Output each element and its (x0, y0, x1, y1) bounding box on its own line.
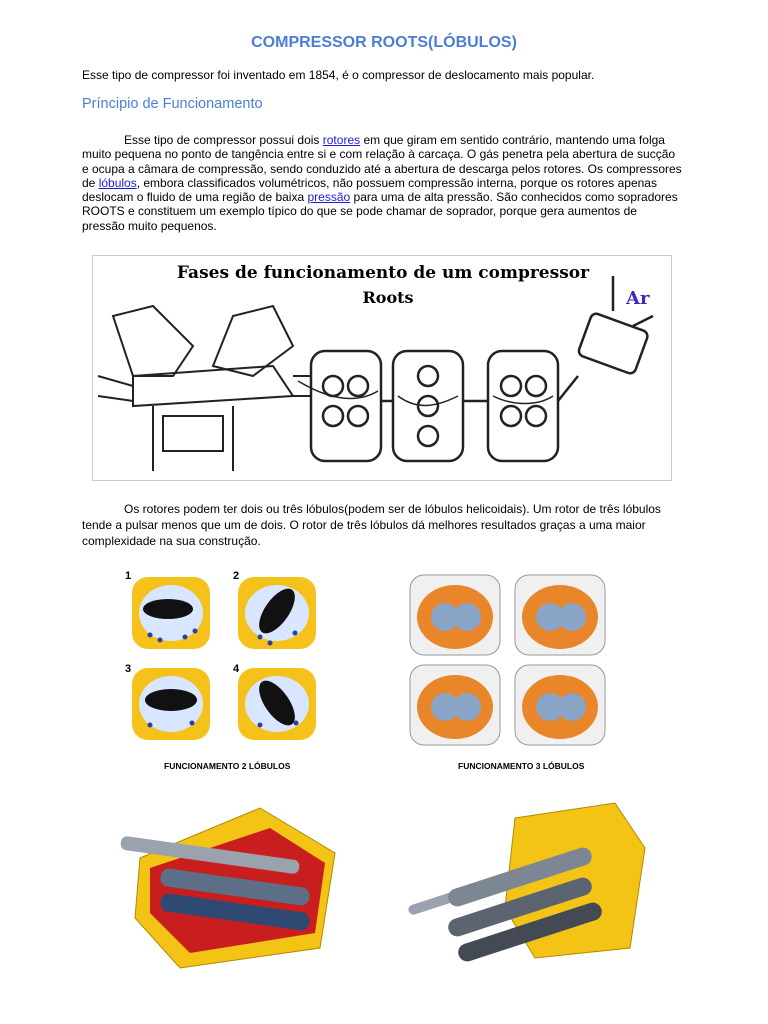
link-lobulos[interactable]: lóbulos (98, 175, 137, 190)
air-label: Ar (626, 288, 650, 309)
step-3-label: 3 (125, 663, 132, 675)
step-4-label: 4 (233, 663, 240, 675)
step-1-label: 1 (125, 570, 132, 582)
section-heading: Príncipio de Funcionamento (82, 96, 263, 112)
phases-diagram-svg (93, 256, 671, 480)
three-lobes-svg (405, 572, 620, 752)
intro-text: Esse tipo de compressor foi inventado em 1854, é o compressor de deslocamento mais popular. (82, 68, 595, 82)
paragraph-principle: Esse tipo de compressor possui dois rotores em que giram em sentido contrário, mantendo uma folga muito pequena no ponto de tangência entre si e com relação à carcaça. O gás penetra pela abertura de sucção e ocupa a câmara de compressão, sendo conduzido até a abertura de descarga pelos rotores. Os compressores de lóbulos, embora classificados volumétricos, não possuem compressão interna, porque os rotores apenas deslocam o fluido de uma região de baixa pressão para uma de alta pressão. São conhecidos como sopradores ROOTS e constituem um exemplo típico do que se pode chamar de soprador, porque gera aumentos de pressão muito pequenos. (82, 133, 682, 233)
figure-three-lobes (405, 572, 620, 752)
rotors-svg (405, 798, 650, 963)
caption-three-lobes: FUNCIONAMENTO 3 LÓBULOS (458, 761, 585, 771)
caption-two-lobes: FUNCIONAMENTO 2 LÓBULOS (164, 761, 291, 771)
figure1-title-line2: Roots (362, 288, 414, 307)
cutaway-svg (120, 798, 345, 973)
figure-two-lobes (120, 565, 330, 750)
step-2-label: 2 (233, 570, 240, 582)
figure1-title-line1: Fases de funcionamento de um compressor (176, 263, 590, 283)
compressor-rotors-image (405, 798, 650, 963)
page-title: COMPRESSOR ROOTS(LÓBULOS) (251, 34, 517, 51)
two-lobes-svg (120, 565, 330, 750)
figure-phases-diagram (92, 255, 672, 481)
paragraph-lobes: Os rotores podem ter dois ou três lóbulos(podem ser de lóbulos helicoidais). Um rotor de três lóbulos tende a pulsar menos que um de dois. O rotor de três lóbulos dá melhores resultados graças a uma maior complexidade na sua construção. (82, 502, 661, 548)
link-pressao[interactable]: pressão (307, 190, 351, 205)
link-rotores[interactable]: rotores (322, 133, 361, 147)
compressor-cutaway-image (120, 798, 345, 973)
